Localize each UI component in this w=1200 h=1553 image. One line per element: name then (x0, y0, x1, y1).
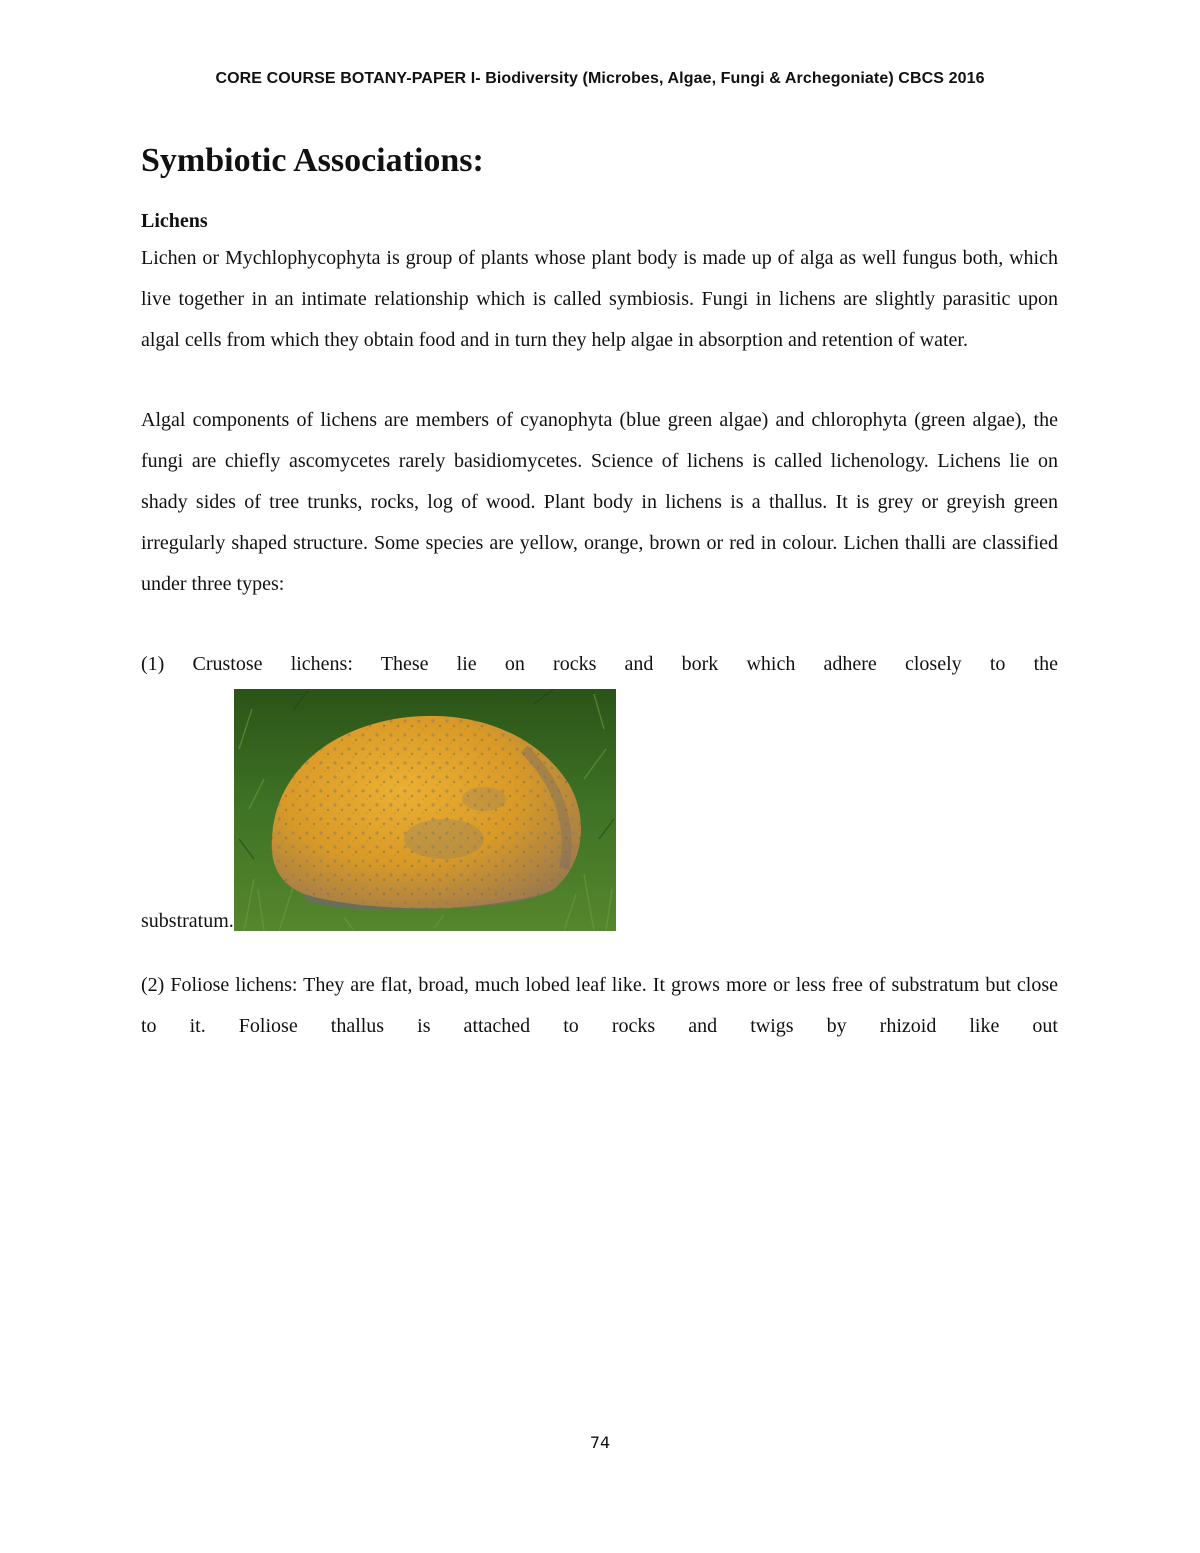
paragraph-crustose-lichens: (1) Crustose lichens: These lie on rocks and bork which adhere closely to the (141, 653, 1058, 675)
crustose-lichen-photo (234, 689, 616, 931)
page-number: 74 (589, 1433, 611, 1452)
section-title: Symbiotic Associations: (141, 142, 484, 179)
paragraph-algal-components: Algal components of lichens are members of cyanophyta (blue green algae) and chlorophyta (green algae), the fungi are chiefly ascomycetes rarely basidiomycetes. Science of lichens is called lichenology. Lichens lie on shady sides of tree trunks, rocks, log of wood. Plant body in lichens is a thallus. It is grey or greyish green irregularly shaped structure. Some species are yellow, orange, brown or red in colour. Lichen thalli are classified under three types: (141, 409, 1058, 595)
page-content (141, 138, 1058, 1047)
paragraph-crustose-end: substratum. (141, 910, 234, 932)
paragraph-lichen-definition: Lichen or Mychlophycophyta is group of plants whose plant body is made up of alga as well fungus both, which live together in an intimate relationship which is called symbiosis. Fungi in lichens are slightly parasitic upon algal cells from which they obtain food and in turn they help algae in absorption and retention of water. (141, 247, 1058, 351)
subsection-title: Lichens (141, 210, 208, 232)
running-header: CORE COURSE BOTANY-PAPER I- Biodiversity (Microbes, Algae, Fungi & Archegoniate) CBCS 2016 (215, 70, 985, 87)
crustose-figure-line (141, 685, 1058, 931)
paragraph-foliose-lichens: (2) Foliose lichens: They are flat, broad, much lobed leaf like. It grows more or less free of substratum but close to it. Foliose thallus is attached to rocks and twigs by rhizoid like out (141, 974, 1058, 1037)
